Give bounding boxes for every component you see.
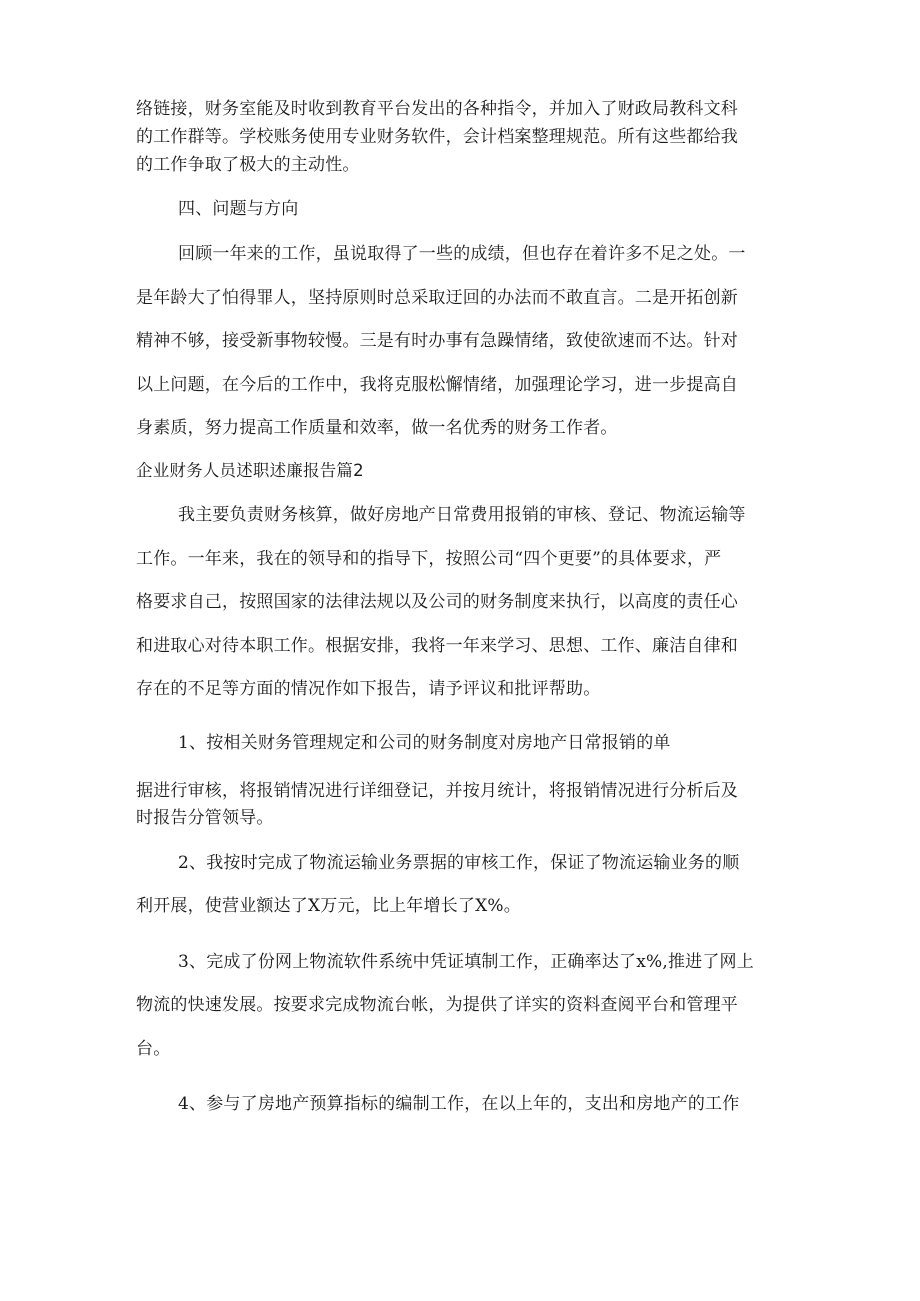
text-line: 利开展，使营业额达了X万元，比上年增长了X%。 — [136, 896, 521, 916]
text-line: 回顾一年来的工作，虽说取得了一些的成绩，但也存在着许多不足之处。一 — [178, 244, 746, 264]
text-line: 存在的不足等方面的情况作如下报告，请予评议和批评帮助。 — [136, 679, 601, 699]
text-line: 是年龄大了怕得罪人，坚持原则时总采取迂回的办法而不敢直言。二是开拓创新 — [136, 288, 738, 308]
text-line: 以上问题，在今后的工作中，我将克服松懈情绪，加强理论学习，进一步提高自 — [136, 375, 738, 395]
text-line: 和进取心对待本职工作。根据安排，我将一年来学习、思想、工作、廉洁自律和 — [136, 636, 738, 656]
text-line: 的工作群等。学校账务使用专业财务软件，会计档案整理规范。所有这些都给我 — [136, 127, 738, 147]
text-line: 物流的快速发展。按要求完成物流台帐，为提供了详实的资料查阅平台和管理平 — [136, 995, 738, 1015]
list-item-3: 3、完成了份网上物流软件系统中凭证填制工作，正确率达了x%,推进了网上 — [178, 952, 754, 972]
text-line: 台。 — [136, 1039, 171, 1059]
text-line: 时报告分管领导。 — [136, 808, 274, 828]
text-line: 工作。一年来，我在的领导和的指导下，按照公司“四个更要”的具体要求，严 — [136, 549, 722, 569]
section-heading: 四、问题与方向 — [178, 199, 299, 219]
report-title: 企业财务人员述职述廉报告篇2 — [136, 461, 364, 480]
list-item-4: 4、参与了房地产预算指标的编制工作，在以上年的，支出和房地产的工作 — [178, 1094, 740, 1114]
text-line: 络链接，财务室能及时收到教育平台发出的各种指令，并加入了财政局教科文科 — [136, 99, 738, 119]
text-line: 精神不够，接受新事物较慢。三是有时办事有急躁情绪，致使欲速而不达。针对 — [136, 331, 738, 351]
text-line: 身素质，努力提高工作质量和效率，做一名优秀的财务工作者。 — [136, 418, 618, 438]
text-line: 的工作争取了极大的主动性。 — [136, 155, 360, 175]
list-item-2: 2、我按时完成了物流运输业务票据的审核工作，保证了物流运输业务的顺 — [178, 853, 740, 873]
text-line: 格要求自己，按照国家的法律法规以及公司的财务制度来执行，以高度的责任心 — [136, 592, 738, 612]
text-line: 我主要负责财务核算，做好房地产日常费用报销的审核、登记、物流运输等 — [178, 505, 746, 525]
list-item-1: 1、按相关财务管理规定和公司的财务制度对房地产日常报销的单 — [178, 733, 671, 753]
text-line: 据进行审核，将报销情况进行详细登记，并按月统计，将报销情况进行分析后及 — [136, 781, 738, 801]
